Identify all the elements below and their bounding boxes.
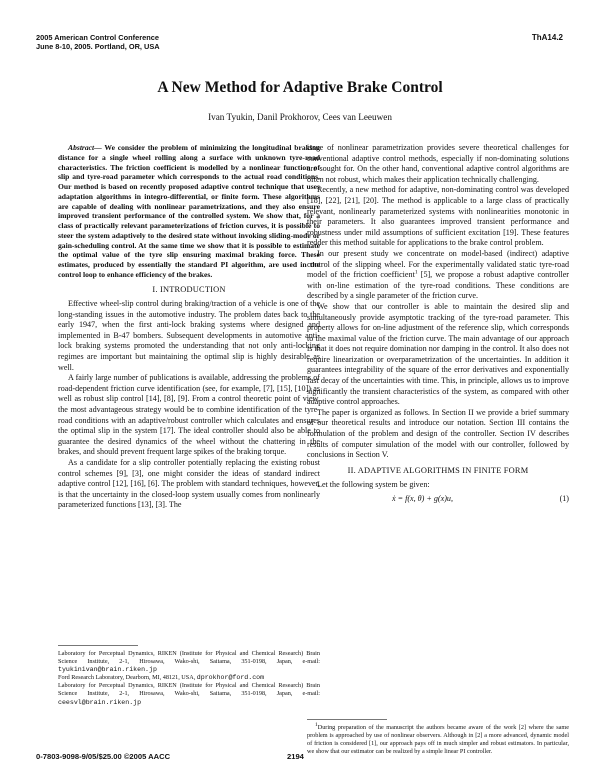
footnote-number: 1 (315, 721, 318, 728)
affiliation-1: Laboratory for Perceptual Dynamics, RIKEN (Institute for Physical and Chemical Research) Brain Science Institute, 2-1, Hirosawa, Wako-shi, Saitama, 351-0198, Japan, e-mail: tyukinivan@brain.riken.jp (58, 650, 320, 674)
footnote-marker[interactable]: 1 (414, 269, 418, 276)
intro-paragraph-5: In our present study we concentrate on model-based (indirect) adaptive control of the slipping wheel. For the experimentally validated static tyre-road model of the friction coefficient$^1$ [5], we propose a robust adaptive controller with on-line estimation of the tyre-road conditions. These conditions are described by a single parameter of the friction curve. (307, 248, 569, 301)
equation-expression: ẋ = f(x, θ) + g(x)u, (392, 494, 453, 503)
conference-name: 2005 American Control Conference (36, 33, 159, 42)
paper-title: A New Method for Adaptive Brake Control (157, 79, 443, 96)
page-header-left (36, 33, 160, 51)
footnote-rule (58, 645, 138, 646)
equation-1 (307, 494, 569, 505)
intro-paragraph-3: As a candidate for a slip controller potentially replacing the existing robust control schemes [9], [3], one might consider the ideas of standard indirect adaptive control [12], [16], [6]. The problem with standard techniques, however, is that the uncertainty in the closed-loop system usually comes from nonlinearly parameterized functions [13], [3]. The (58, 458, 320, 510)
email-link[interactable]: dprokhor@ford.com (196, 674, 265, 682)
page-number: 2194 (287, 752, 304, 761)
intro-paragraph-continued: issue of nonlinear parametrization provides severe theoretical challenges for conventional adaptive control methods, especially if non-dominating solutions are sought for. On the other hand, conventional adaptive control algorithms are often not robust, which makes their application technically challenging. (307, 143, 569, 184)
abstract (58, 143, 320, 280)
footnote-rule (307, 719, 387, 720)
left-column (58, 143, 320, 511)
footnote-text: During preparation of the manuscript the authors became aware of the work [2] where the same problem is approached by use of nonlinear observers. Although in [2] a more advanced, dynamic model of friction is considered [1], our approach pays off in much simpler and robust estimators. In particular, we show that our estimator can be realized by a simple linear PI controller. (307, 724, 569, 756)
affiliation-3: Laboratory for Perceptual Dynamics, RIKEN (Institute for Physical and Chemical Research) Brain Science Institute, 2-1, Hirosawa, Wako-shi, Saitama, 351-0198, Japan, e-mail: ceesvl@brain.riken.jp (58, 682, 320, 706)
abstract-text: We consider the problem of minimizing the longitudinal braking distance for a single wheel rolling along a surface with unknown tyre-road characteristics. The friction coefficient is modelled by a nonlinear function of slip and tyre-road parameter which corresponds to the actual road conditions. Our method is based on recently proposed adaptive control technique that uses adaptation algorithms in integro-differential, or finite form. These algorithms are capable of dealing with nonlinear parametrizations, and they also ensure improved transient performance of the controlled system. We show that, for a class of practically relevant parameterizations of friction curves, it is possible to steer the system adaptively to the desired state without invoking sliding-mode or gain-scheduling control. At the same time we show that it is possible to estimate the optimal value of the tyre slip ensuring maximal braking force. These estimates, produced by essentially the standard PI algorithm, are used in the control loop to enhance efficiency of the brakes. (58, 143, 320, 279)
intro-paragraph-1: Effective wheel-slip control during braking/traction of a vehicle is one of the long-standing issues in the automotive industry. The problem dates back to the early 1947, when the first anti-lock braking systems where designed and implemented in B-47 bombers. Subsequent developments in automotive anti-lock braking systems promoted the understanding that not only anti-locking regimes are important but maintaining the optimal slip is highly desirable as well. (58, 299, 320, 372)
author-affiliations (58, 645, 320, 707)
email-link[interactable]: tyukinivan@brain.riken.jp (58, 666, 157, 674)
section-heading-adaptive-algorithms: II. ADAPTIVE ALGORITHMS IN FINITE FORM (347, 465, 529, 475)
system-intro: Let the following system be given: (317, 480, 430, 490)
right-column (307, 143, 569, 509)
conference-date-place: June 8-10, 2005. Portland, OR, USA (36, 42, 160, 51)
abstract-label: Abstract— (68, 143, 102, 152)
author-list: Ivan Tyukin, Danil Prokhorov, Cees van Leeuwen (208, 112, 392, 122)
intro-paragraph-6: We show that our controller is able to maintain the desired slip and simultaneously provide asymptotic tracking of the tyre-road parameter. This property allows for on-line adjustment of the reference slip, which corresponds to the maximal value of the friction curve. The main advantage of our approach is that it does not require domination nor damping in the control. It also does not require linearization or overparametrization of the uncertainties. In addition it guarantees integrability of the square of the error derivatives and exponentially fast decay of the uncertainties with time. This, in principle, allows us to improve significantly the transient characteristics of the system, as compared with other adaptive control approaches. (307, 301, 569, 407)
intro-paragraph-7: The paper is organized as follows. In Section II we provide a brief summary of our theoretical results and introduce our notation. Section III contains the formulation of the problem and design of the controller. Section IV describes results of computer simulation of the model with our controller, followed by conclusions in Section V. (307, 407, 569, 460)
equation-number: (1) (559, 494, 569, 503)
affiliation-2: Ford Research Laboratory, Dearborn, MI, 48121, USA, dprokhor@ford.com (58, 674, 265, 682)
footnote-1 (307, 719, 569, 756)
copyright-line: 0-7803-9098-9/05/$25.00 ©2005 AACC (36, 752, 171, 761)
paper-id: ThA14.2 (531, 33, 563, 42)
email-link[interactable]: ceesvl@brain.riken.jp (58, 698, 142, 706)
intro-paragraph-4: Recently, a new method for adaptive, non-dominating control was developed [18], [22], [21], [20]. The method is applicable to a large class of practically relevant, nonlinearly parameterized systems with nonlinearities monotonic in their parameters. It also guarantees improved transient performance and robustness under mild assumptions of sufficient excitation [19]. These features redder this method suitable for applications to the brake control problem. (307, 185, 569, 248)
section-heading-introduction: I. INTRODUCTION (152, 284, 226, 294)
intro-paragraph-2: A fairly large number of publications is available, addressing the problems of road-dependent friction curve identification (see, for example, [7], [15], [10]) as well as robust slip control [14], [8], [9]. From a control theoretic point of view, the most advantageous strategy would be to combine identification of the tyre-road conditions with an adaptive/robust controller which calculates and ensures the optimal slip in the system [17]. The ideal controller should also be able to guarantee the desired dynamics of the wheel without the chattering in the brakes, and should prevent frequent large spikes of the braking torque. (58, 373, 320, 457)
